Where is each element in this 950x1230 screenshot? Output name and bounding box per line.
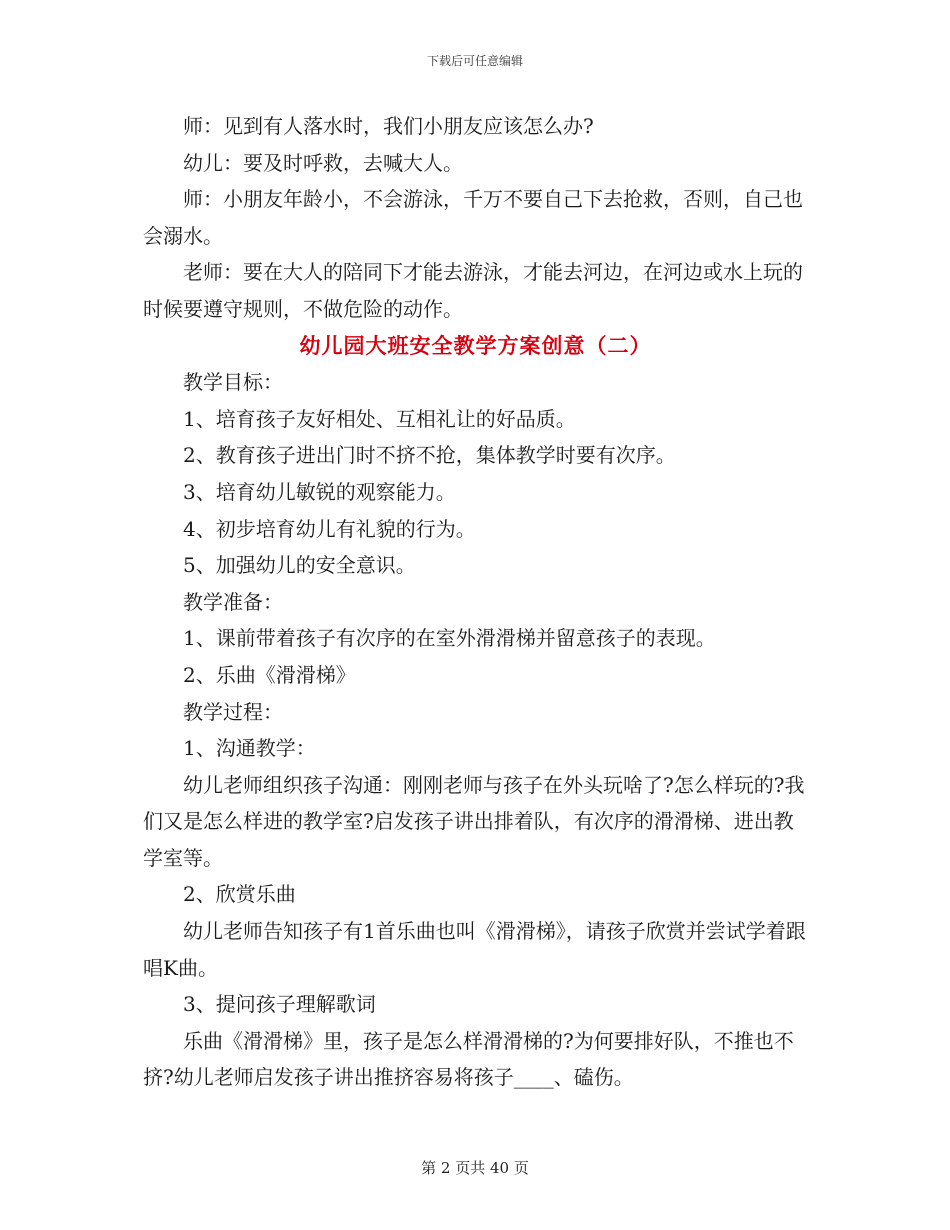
page-header: 下载后可任意编辑 bbox=[426, 54, 523, 68]
dialogue-paragraph: 老师：要在大人的陪同下才能去游泳，才能去河边，在河边或水上玩的时候要遵守规则，不做危险的动作。 bbox=[143, 260, 803, 321]
page-footer: 第 2 页共 40 页 bbox=[421, 1159, 529, 1177]
list-item: 1、课前带着孩子有次序的在室外滑滑梯并留意孩子的表现。 bbox=[183, 626, 716, 651]
subheading-teaching-goals: 教学目标： bbox=[183, 370, 283, 395]
list-item: 3、提问孩子理解歌词 bbox=[183, 992, 376, 1017]
body-paragraph: 幼儿老师告知孩子有1首乐曲也叫《滑滑梯》，请孩子欣赏并尝试学着跟唱K曲。 bbox=[143, 919, 806, 980]
list-item: 2、教育孩子进出门时不挤不抢，集体教学时要有次序。 bbox=[183, 443, 676, 468]
subheading-process: 教学过程： bbox=[183, 699, 283, 724]
list-item: 2、欣赏乐曲 bbox=[183, 882, 296, 907]
document-body bbox=[143, 108, 808, 1096]
section-title: 幼儿园大班安全教学方案创意（二） bbox=[299, 332, 652, 358]
dialogue-paragraph: 师：小朋友年龄小，不会游泳，千万不要自己下去抢救，否则，自己也会溺水。 bbox=[143, 187, 803, 248]
list-item: 2、乐曲《滑滑梯》 bbox=[183, 662, 356, 687]
list-item: 4、初步培育幼儿有礼貌的行为。 bbox=[183, 516, 476, 541]
list-item: 1、培育孩子友好相处、互相礼让的好品质。 bbox=[183, 406, 576, 431]
list-item: 3、培育幼儿敏锐的观察能力。 bbox=[183, 479, 456, 504]
dialogue-paragraph: 师：见到有人落水时，我们小朋友应该怎么办? bbox=[183, 114, 594, 138]
subheading-preparation: 教学准备： bbox=[183, 589, 283, 614]
list-item: 1、沟通教学： bbox=[183, 736, 316, 761]
dialogue-paragraph: 幼儿：要及时呼救，去喊大人。 bbox=[183, 150, 463, 175]
body-paragraph: 幼儿老师组织孩子沟通：刚刚老师与孩子在外头玩啥了?怎么样玩的?我们又是怎么样进的教学室?启发孩子讲出排着队，有次序的滑滑梯、进出教学室等。 bbox=[143, 772, 805, 870]
body-paragraph: 乐曲《滑滑梯》里，孩子是怎么样滑滑梯的?为何要排好队，不推也不挤?幼儿老师启发孩子讲出推挤容易将孩子____、磕伤。 bbox=[143, 1028, 794, 1090]
list-item: 5、加强幼儿的安全意识。 bbox=[183, 553, 416, 578]
